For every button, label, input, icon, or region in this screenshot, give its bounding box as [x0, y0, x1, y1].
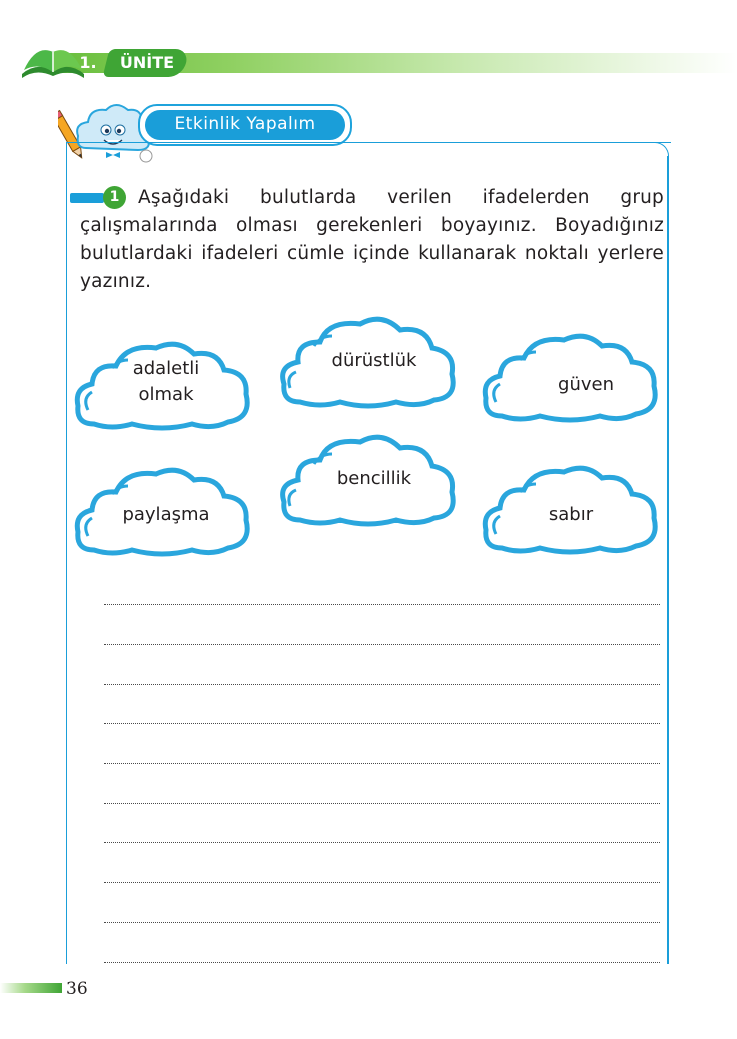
- content-frame-corner: [346, 142, 669, 163]
- footer-bar: [0, 983, 62, 993]
- answer-line-4[interactable]: [104, 723, 660, 724]
- answer-line-5[interactable]: [104, 763, 660, 764]
- answer-line-3[interactable]: [104, 684, 660, 685]
- unit-number: 1.: [79, 53, 97, 72]
- cloud-label: adaletli olmak: [132, 358, 200, 405]
- cloud-label: sabır: [548, 504, 594, 525]
- unit-label: ÜNİTE: [119, 53, 175, 72]
- cloud-adaletli-olmak[interactable]: [72, 338, 254, 434]
- cloud-durustluk[interactable]: [278, 312, 460, 412]
- cloud-label: paylaşma: [122, 504, 210, 525]
- page-number: 36: [66, 979, 88, 999]
- cloud-label: bencillik: [336, 468, 412, 489]
- activity-title: Etkinlik Yapalım: [174, 114, 316, 134]
- cloud-guven[interactable]: [480, 330, 662, 426]
- answer-line-6[interactable]: [104, 803, 660, 804]
- cloud-label: dürüstlük: [331, 350, 417, 371]
- answer-line-10[interactable]: [104, 962, 660, 963]
- cloud-paylasma[interactable]: [72, 464, 254, 560]
- cloud-bencillik[interactable]: [278, 430, 460, 530]
- answer-line-9[interactable]: [104, 922, 660, 923]
- answer-line-1[interactable]: [104, 604, 660, 605]
- cloud-label: güven: [558, 374, 614, 395]
- answer-line-8[interactable]: [104, 882, 660, 883]
- question-number-badge: 1: [103, 186, 126, 209]
- answer-line-7[interactable]: [104, 842, 660, 843]
- question-text: Aşağıdaki bulutlarda verilen ifadelerden grup çalışmalarında olması gerekenleri boyayınız. Boyadığınız bulutlardaki ifadeleri cümle içinde kullanarak noktalı yerlere yazınız.: [80, 187, 664, 292]
- content-frame-right-edge: [667, 156, 669, 964]
- cloud-sabir[interactable]: [480, 462, 662, 558]
- answer-line-2[interactable]: [104, 644, 660, 645]
